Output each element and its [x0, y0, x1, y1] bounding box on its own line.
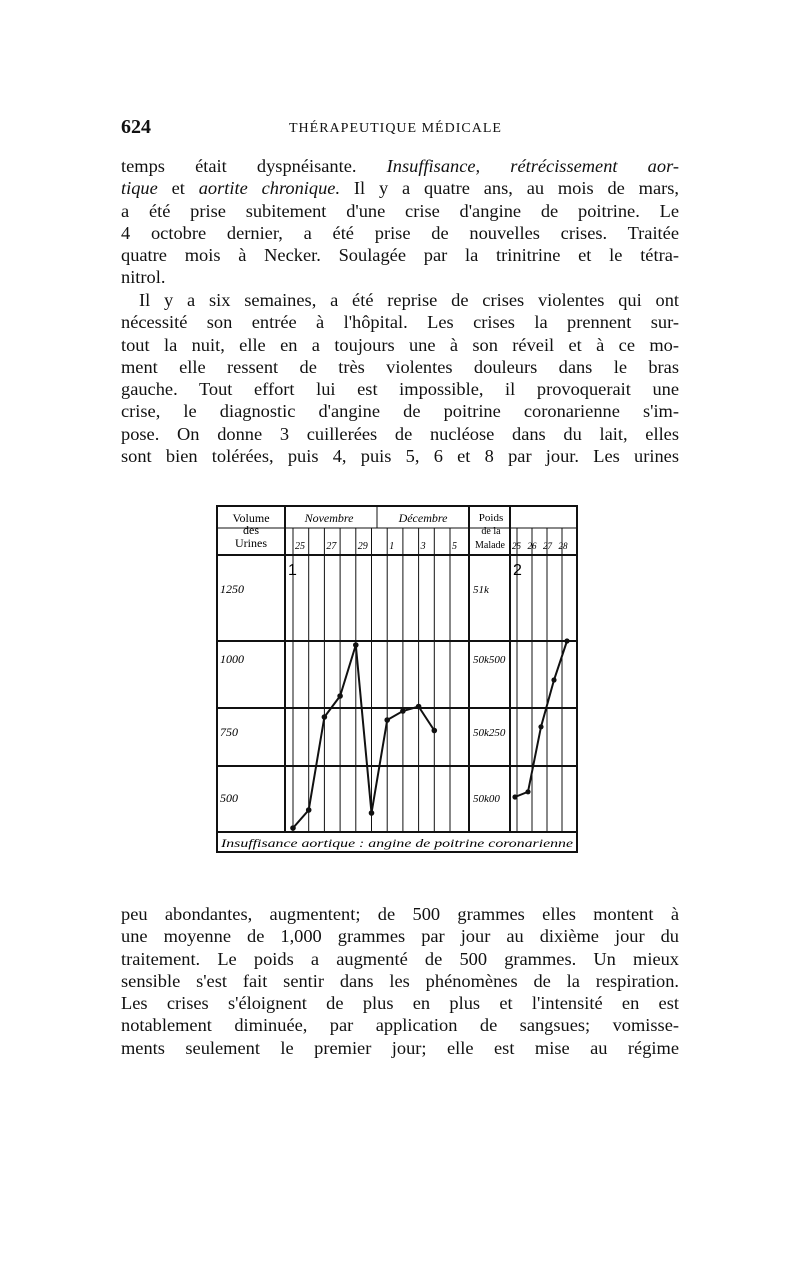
- urine-data-point: [290, 825, 296, 831]
- y-tick-label: 50k00: [473, 793, 500, 805]
- paragraph-2: [121, 289, 679, 467]
- panel-number: 1: [288, 562, 297, 579]
- day-label: 3: [420, 541, 426, 552]
- text-line: 4 octobre dernier, a été prise de nouvelles crises. Traitée: [121, 222, 679, 243]
- text-line: notablement diminuée, par application de sangsues; vomisse-: [121, 1015, 679, 1036]
- chart-frame: [217, 506, 577, 852]
- day-label: 27: [543, 541, 552, 551]
- text-line: pose. On donne 3 cuillerées de nucléose dans du lait, elles: [121, 423, 679, 444]
- weight-data-point: [538, 724, 543, 729]
- col-header-weight: Poids: [478, 512, 504, 524]
- urine-data-point: [353, 642, 359, 648]
- text-run: temps était dyspnéisante.: [121, 156, 387, 176]
- text-line: gauche. Tout effort lui est impossible, il provoquerait une: [121, 379, 679, 400]
- day-label: 27: [326, 541, 337, 552]
- text-run: et: [157, 178, 199, 199]
- text-line: crise, le diagnostic d'angine de poitrine coronarienne s'im-: [121, 401, 679, 422]
- urine-data-point: [337, 693, 343, 699]
- weight-data-point: [551, 677, 556, 682]
- weight-series-line: [515, 641, 567, 797]
- text-run: Il y a quatre ans, au mois de mars,: [340, 178, 680, 199]
- text-line: une moyenne de 1,000 grammes par jour au dixième jour du: [121, 926, 679, 947]
- col-header-weight: de la: [481, 526, 501, 537]
- text-line: peu abondantes, augmentent; de 500 grammes elles montent à: [121, 904, 679, 924]
- weight-data-point: [512, 794, 517, 799]
- day-label: 29: [357, 541, 368, 552]
- day-label: 28: [558, 541, 568, 551]
- text-line: ments seulement le premier jour; elle est mise au régime: [121, 1037, 679, 1058]
- paragraph-1: [121, 155, 679, 289]
- running-title: THÉRAPEUTIQUE MÉDICALE: [289, 121, 502, 136]
- urine-data-point: [384, 717, 390, 723]
- italic-run: aortite chronique.: [198, 178, 341, 199]
- chart-caption: Insuffisance aortique : angine de poitrine coronarienne: [219, 838, 573, 850]
- page-number: 624: [121, 116, 151, 138]
- y-tick-label: 750: [220, 725, 238, 739]
- urine-data-point: [322, 714, 328, 720]
- chart-grid: [217, 506, 577, 852]
- italic-run: tique: [121, 178, 158, 199]
- urine-data-point: [400, 708, 406, 714]
- text-line: quatre mois à Necker. Soulagée par la trinitrine et le tétra-: [121, 245, 679, 266]
- month-label: Décembre: [398, 511, 448, 525]
- day-label: 25: [512, 541, 521, 551]
- day-label: 25: [295, 541, 305, 552]
- col-header-left: Volume: [232, 511, 270, 525]
- text-line: Les crises s'éloignent de plus en plus et l'intensité en est: [121, 993, 679, 1014]
- urine-data-point: [432, 728, 438, 734]
- y-tick-label: 50k500: [473, 654, 506, 666]
- urine-data-point: [369, 810, 375, 816]
- page-header: [121, 118, 681, 140]
- urine-weight-chart: [215, 500, 581, 872]
- month-label: Novembre: [304, 511, 354, 525]
- y-tick-label: 50k250: [473, 727, 506, 739]
- text-line: a été prise subitement d'une crise d'angine de poitrine. Le: [121, 200, 679, 221]
- text-line: [121, 155, 679, 177]
- col-header-left: des: [243, 523, 259, 537]
- day-label: 5: [452, 541, 457, 552]
- text-line: nécessité son entrée à l'hôpital. Les crises la prennent sur-: [121, 312, 679, 333]
- panel-number: 2: [513, 562, 522, 579]
- paragraph-3: [121, 903, 679, 1059]
- urine-data-point: [306, 807, 312, 813]
- weight-data-point: [564, 638, 569, 643]
- text-line: sensible s'est fait sentir dans les phénomènes de la respiration.: [121, 970, 679, 991]
- italic-run: Insuffisance, rétrécissement aor-: [386, 156, 679, 176]
- day-label: 1: [389, 541, 395, 552]
- chart-marks: [290, 638, 569, 830]
- col-header-weight: Malade: [475, 540, 505, 551]
- text-line: sont bien tolérées, puis 4, puis 5, 6 et 8 par jour. Les urines: [121, 446, 679, 467]
- text-line: [121, 177, 679, 199]
- y-tick-label: 500: [220, 791, 238, 805]
- y-tick-label: 1000: [220, 652, 244, 666]
- y-tick-label: 1250: [220, 582, 244, 596]
- col-header-left: Urines: [235, 536, 267, 550]
- y-tick-label: 51k: [473, 584, 489, 596]
- text-line: nitrol.: [121, 267, 166, 288]
- weight-data-point: [525, 789, 530, 794]
- urine-series-line: [293, 645, 434, 828]
- day-label: 26: [527, 541, 537, 551]
- text-line: traitement. Le poids a augmenté de 500 grammes. Un mieux: [121, 948, 679, 969]
- urine-data-point: [416, 704, 422, 710]
- text-line: ment elle ressent de très violentes douleurs dans le bras: [121, 356, 679, 377]
- text-line: tout la nuit, elle en a toujours une à son réveil et à ce mo-: [121, 334, 679, 355]
- text-line: Il y a six semaines, a été reprise de crises violentes qui ont: [139, 290, 679, 310]
